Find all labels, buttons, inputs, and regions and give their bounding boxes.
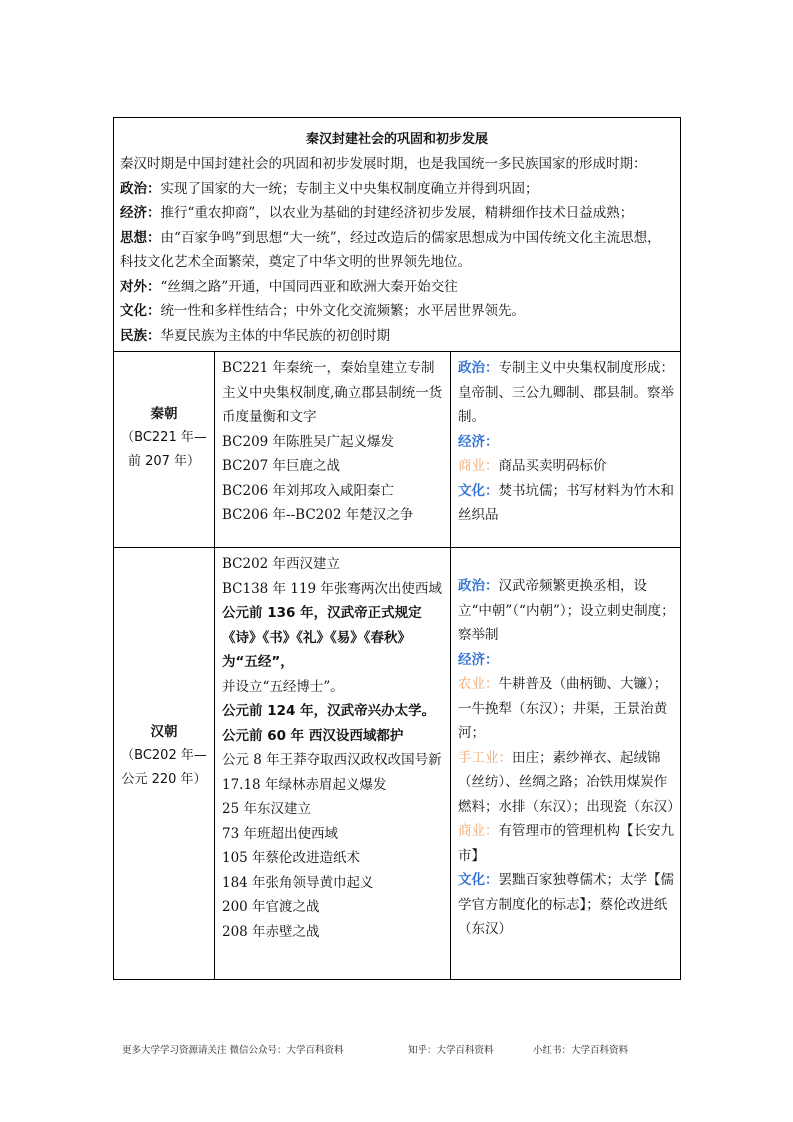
intro-culture [120, 299, 674, 324]
dynasty-range: （BC221 年—前 207 年） [121, 430, 207, 469]
han-notes-cell [451, 548, 680, 979]
intro-economy [120, 201, 674, 226]
intro-cell [114, 118, 680, 352]
event-item: 25 年东汉建立 [222, 801, 311, 817]
event-item-bold: 公元前 60 年 西汉设西域都护 [222, 727, 404, 744]
note-label-politics: 政治： [458, 360, 499, 376]
note-label-agriculture: 农业： [458, 676, 499, 692]
event-item: 105 年蔡伦改进造纸术 [222, 850, 361, 866]
intro-lead: 秦汉时期是中国封建社会的巩固和初步发展时期，也是我国统一多民族国家的形成时期： [120, 156, 647, 172]
event-item: BC202 年西汉建立 [222, 556, 341, 572]
event-item: BC206 年--BC202 年楚汉之争 [222, 507, 414, 523]
event-item: 184 年张角领导黄巾起义 [222, 874, 374, 891]
intro-label: 对外： [120, 278, 161, 295]
han-events-cell [215, 548, 451, 979]
intro-foreign [120, 275, 674, 300]
intro-ethnic [120, 324, 674, 349]
qin-row [114, 352, 680, 548]
event-item: BC206 年刘邦攻入咸阳秦亡 [222, 482, 395, 499]
note-label-commerce: 商业： [458, 823, 499, 839]
note-label-handicraft: 手工业： [458, 749, 512, 766]
intro-label: 思想： [120, 229, 161, 246]
event-item-bold: 公元前 124 年，汉武帝兴办太学。 [222, 703, 436, 719]
event-item: 208 年赤壁之战 [222, 923, 320, 940]
han-dynasty-cell [114, 548, 215, 979]
intro-text: “丝绸之路”开通，中国同西亚和欧洲大秦开始交往 [160, 278, 458, 295]
dynasty-range: （BC202 年—公元 220 年） [121, 748, 207, 787]
note-text: 田庄；素纱禅衣、起绒锦（丝纺）、丝绸之路；冶铁用煤炭作燃料；水排（东汉）；出现瓷（东汉） [458, 749, 681, 815]
qin-dynasty-cell [114, 352, 215, 547]
note-label-economy: 经济： [458, 651, 499, 668]
intro-thought [120, 226, 674, 275]
event-item: 200 年官渡之战 [222, 899, 320, 915]
event-item: BC138 年 119 年张骞两次出使西域 [222, 580, 442, 597]
summary-table [113, 117, 681, 980]
event-item: 并设立“五经博士”。 [222, 678, 344, 695]
footer-wechat: 更多大学学习资源请关注 微信公众号：大学百科资料 [122, 1045, 344, 1056]
intro-text: 推行“重农抑商”，以农业为基础的封建经济初步发展，精耕细作技术日益成熟； [160, 205, 634, 221]
intro-label: 经济： [120, 205, 161, 221]
event-item: BC209 年陈胜吴广起义爆发 [222, 433, 395, 450]
event-item: BC207 年巨鹿之战 [222, 458, 341, 474]
event-item: BC221 年秦统一，秦始皇建立专制主义中央集权制度,确立郡县制统一货币度量衡和文字 [222, 360, 443, 425]
intro-text: 实现了国家的大一统；专制主义中央集权制度确立并得到巩固； [160, 180, 539, 197]
han-row [114, 548, 680, 979]
note-label-politics: 政治： [458, 578, 499, 594]
intro-label: 政治： [120, 180, 161, 197]
note-text: 有管理市的管理机构【长安九市】 [458, 823, 674, 864]
event-item-bold: 公元前 136 年，汉武帝正式规定《诗》《书》《礼》《易》《春秋》为“五经”， [222, 605, 422, 670]
note-label-culture: 文化： [458, 872, 499, 888]
note-text: 罢黜百家独尊儒术；太学【儒学官方制度化的标志】；蔡伦改进纸（东汉） [458, 872, 674, 937]
dynasty-name: 汉朝 [150, 724, 178, 740]
intro-label: 民族： [120, 327, 161, 344]
event-item: 73 年班超出使西域 [222, 825, 338, 842]
qin-notes-cell [451, 352, 680, 547]
intro-text: 由“百家争鸣”到思想“大一统”，经过改造后的儒家思想成为中国传统文化主流思想，科技文化艺术全面繁荣，奠定了中华文明的世界领先地位。 [120, 229, 661, 270]
note-text: 焚书坑儒；书写材料为竹木和丝织品 [458, 482, 674, 523]
event-item: 公元 8 年王莽夺取西汉政权改国号新 [222, 752, 442, 768]
page-title: 秦汉封建社会的巩固和初步发展 [305, 132, 488, 147]
qin-events-cell [215, 352, 451, 547]
event-item: 17.18 年绿林赤眉起义爆发 [222, 776, 387, 793]
page-footer [0, 1042, 793, 1058]
intro-label: 文化： [120, 303, 161, 319]
dynasty-name: 秦朝 [150, 406, 178, 422]
note-label-culture: 文化： [458, 482, 499, 499]
intro-text: 统一性和多样性结合；中外文化交流频繁；水平居世界领先。 [160, 303, 525, 319]
note-label-economy: 经济： [458, 433, 499, 450]
intro-text: 华夏民族为主体的中华民族的初创时期 [160, 327, 390, 344]
note-text: 汉武帝频繁更换丞相，设立“中朝”（“内朝”）；设立刺史制度；察举制 [458, 578, 675, 643]
note-text: 商品买卖明码标价 [498, 458, 607, 474]
footer-xiaohongshu: 小红书：大学百科资料 [533, 1045, 629, 1056]
note-text: 专制主义中央集权制度形成：皇帝制、三公九卿制、郡县制。察举制。 [458, 360, 674, 425]
note-label-commerce: 商业： [458, 458, 499, 474]
intro-politics [120, 177, 674, 202]
note-text: 牛耕普及（曲柄锄、大镰）；一牛挽犁（东汉）；井渠，王景治黄河； [458, 676, 668, 741]
footer-zhihu: 知乎：大学百科资料 [408, 1045, 494, 1056]
